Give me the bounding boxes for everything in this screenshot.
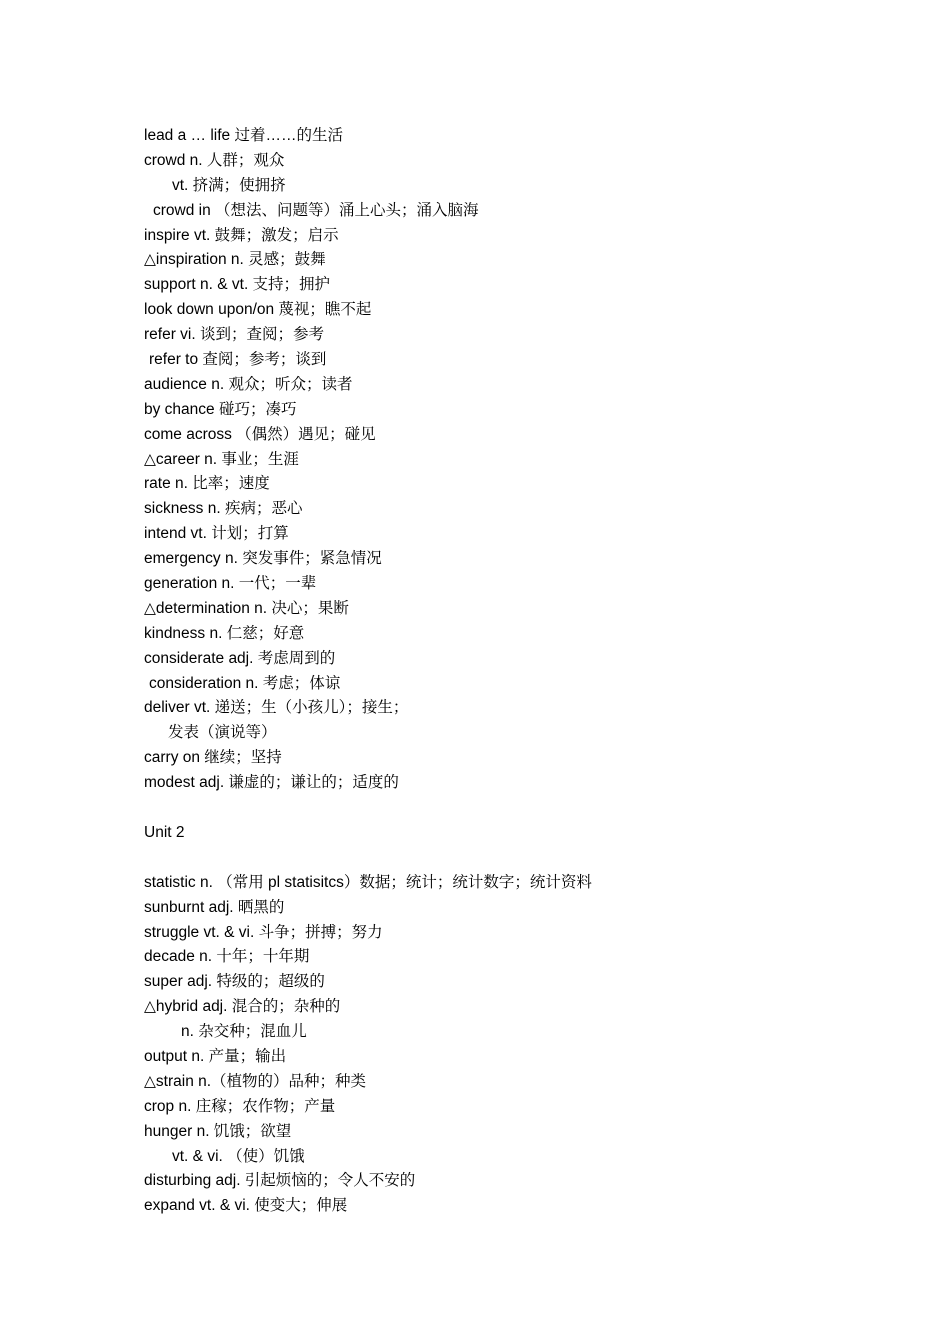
unit-heading: Unit 2 bbox=[144, 823, 185, 841]
vocab-entry: generation n. 一代；一辈 bbox=[144, 575, 317, 593]
vocab-entry-continuation: vt. 挤满；使拥挤 bbox=[172, 176, 286, 194]
vocab-entry: emergency n. 突发事件；紧急情况 bbox=[144, 550, 382, 568]
vocab-entry: refer vi. 谈到；查阅；参考 bbox=[144, 326, 324, 344]
vocab-entry: come across （偶然）遇见；碰见 bbox=[144, 425, 376, 443]
vocab-entry: disturbing adj. 引起烦恼的；令人不安的 bbox=[144, 1172, 416, 1190]
vocab-entry: △strain n.（植物的）品种；种类 bbox=[144, 1072, 367, 1090]
vocab-entry: audience n. 观众；听众；读者 bbox=[144, 375, 353, 393]
vocab-entry: inspire vt. 鼓舞；激发；启示 bbox=[144, 226, 339, 244]
vocab-entry: lead a … life 过着……的生活 bbox=[144, 127, 343, 144]
vocab-entry: deliver vt. 递送；生（小孩儿）；接生； bbox=[144, 699, 409, 717]
vocab-entry: intend vt. 计划；打算 bbox=[144, 525, 289, 543]
vocab-entry: by chance 碰巧；凑巧 bbox=[144, 400, 297, 418]
vocab-entry-continuation: 发表（演说等） bbox=[168, 724, 277, 742]
vocab-entry: hunger n. 饥饿；欲望 bbox=[144, 1122, 292, 1140]
vocab-entry: carry on 继续；坚持 bbox=[144, 749, 282, 767]
vocab-entry: crowd n. 人群；观众 bbox=[144, 151, 285, 169]
vocab-entry-continuation: n. 杂交种；混血儿 bbox=[181, 1023, 307, 1041]
vocab-entry: statistic n. （常用 pl statisitcs）数据；统计；统计数字；统计资料 bbox=[144, 873, 592, 891]
vocab-entry: crowd in （想法、问题等）涌上心头；涌入脑海 bbox=[153, 201, 479, 219]
vocab-entry: refer to 查阅；参考；谈到 bbox=[149, 351, 327, 369]
vocab-entry: △inspiration n. 灵感；鼓舞 bbox=[144, 251, 326, 269]
blank-line bbox=[144, 796, 904, 821]
vocab-entry: consideration n. 考虑；体谅 bbox=[149, 674, 341, 692]
vocab-entry: △career n. 事业；生涯 bbox=[144, 450, 299, 468]
vocab-entry: struggle vt. & vi. 斗争；拼搏；努力 bbox=[144, 923, 383, 941]
vocab-entry: super adj. 特级的；超级的 bbox=[144, 973, 325, 991]
vocab-entry-continuation: vt. & vi. （使）饥饿 bbox=[172, 1147, 305, 1165]
vocab-entry: sickness n. 疾病；恶心 bbox=[144, 500, 303, 518]
blank-line bbox=[144, 846, 904, 871]
vocab-entry: expand vt. & vi. 使变大；伸展 bbox=[144, 1197, 348, 1215]
vocab-entry: kindness n. 仁慈；好意 bbox=[144, 624, 305, 642]
vocab-entry: △determination n. 决心；果断 bbox=[144, 599, 349, 617]
vocab-entry: considerate adj. 考虑周到的 bbox=[144, 649, 336, 667]
vocabulary-list bbox=[144, 124, 904, 1219]
vocab-entry: output n. 产量；输出 bbox=[144, 1047, 287, 1065]
vocab-entry: sunburnt adj. 晒黑的 bbox=[144, 898, 285, 916]
vocab-entry: △hybrid adj. 混合的；杂种的 bbox=[144, 998, 341, 1016]
vocab-entry: support n. & vt. 支持；拥护 bbox=[144, 276, 331, 294]
vocab-entry: rate n. 比率；速度 bbox=[144, 475, 270, 493]
vocab-entry: decade n. 十年；十年期 bbox=[144, 948, 310, 966]
vocab-entry: look down upon/on 蔑视；瞧不起 bbox=[144, 301, 372, 319]
vocab-entry: crop n. 庄稼；农作物；产量 bbox=[144, 1097, 336, 1115]
vocab-entry: modest adj. 谦虚的；谦让的；适度的 bbox=[144, 774, 399, 792]
